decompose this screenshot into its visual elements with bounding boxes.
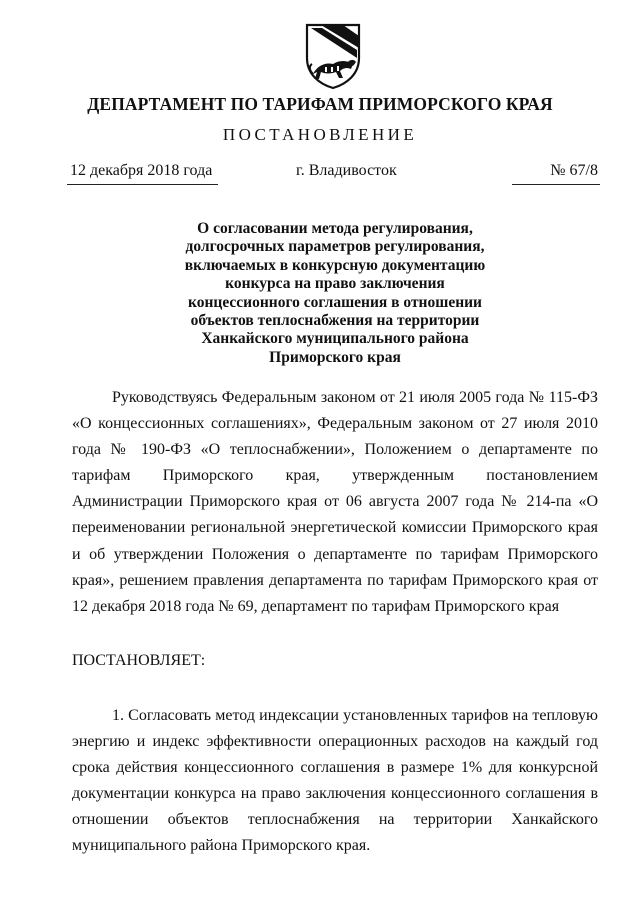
subject-line: объектов теплоснабжения на территории <box>190 312 480 330</box>
subject-line: концессионного соглашения в отношении <box>188 293 482 311</box>
subject-line: долгосрочных параметров регулирования, <box>185 238 485 256</box>
subject-line: конкурса на право заключения <box>225 275 445 293</box>
decree-number: № 67/8 <box>550 162 598 179</box>
preamble-paragraph: Руководствуясь Федеральным законом от 21 июля 2005 года № 115-ФЗ «О концессионных соглашениях», Федеральным законом от 27 июля 2010 года № 190-ФЗ «О теплоснабжении», Положением о департаменте по тарифам Приморского края, утвержденным постановлением Администрации Приморского края от 06 августа 2007 года № 214-па «О переименовании региональной энергетической комиссии Приморского края и об утверждении Положения о департаменте по тарифам Приморского края», решением правления департамента по тарифам Приморского края от 12 декабря 2018 года № 69, департамент по тарифам Приморского края <box>72 389 598 615</box>
decree-type-heading: ПОСТАНОВЛЕНИЕ <box>222 125 418 144</box>
subject-line: Ханкайского муниципального района <box>201 330 469 348</box>
date-underline <box>67 184 218 185</box>
decree-date: 12 декабря 2018 года <box>70 162 213 179</box>
primorsky-krai-coat-of-arms-icon <box>303 22 363 90</box>
number-underline <box>512 184 600 185</box>
item-1-paragraph: 1. Согласовать метод индексации установленных тарифов на тепловую энергию и индекс эффективности операционных расходов на каждый год срока действия концессионного соглашения в размере 1% для конкурсной документации конкурса на право заключения концессионного соглашения в отношении объектов теплоснабжения на территории Ханкайского муниципального района Приморского края. <box>72 707 598 855</box>
subject-line: Приморского края <box>269 348 401 366</box>
decree-city: г. Владивосток <box>296 162 397 179</box>
department-title: ДЕПАРТАМЕНТ ПО ТАРИФАМ ПРИМОРСКОГО КРАЯ <box>87 94 553 114</box>
subject-line: О согласовании метода регулирования, <box>197 220 473 237</box>
subject-line: включаемых в конкурсную документацию <box>184 256 486 274</box>
resolves-heading: ПОСТАНОВЛЯЕТ: <box>72 652 206 669</box>
decree-subject <box>150 220 520 367</box>
